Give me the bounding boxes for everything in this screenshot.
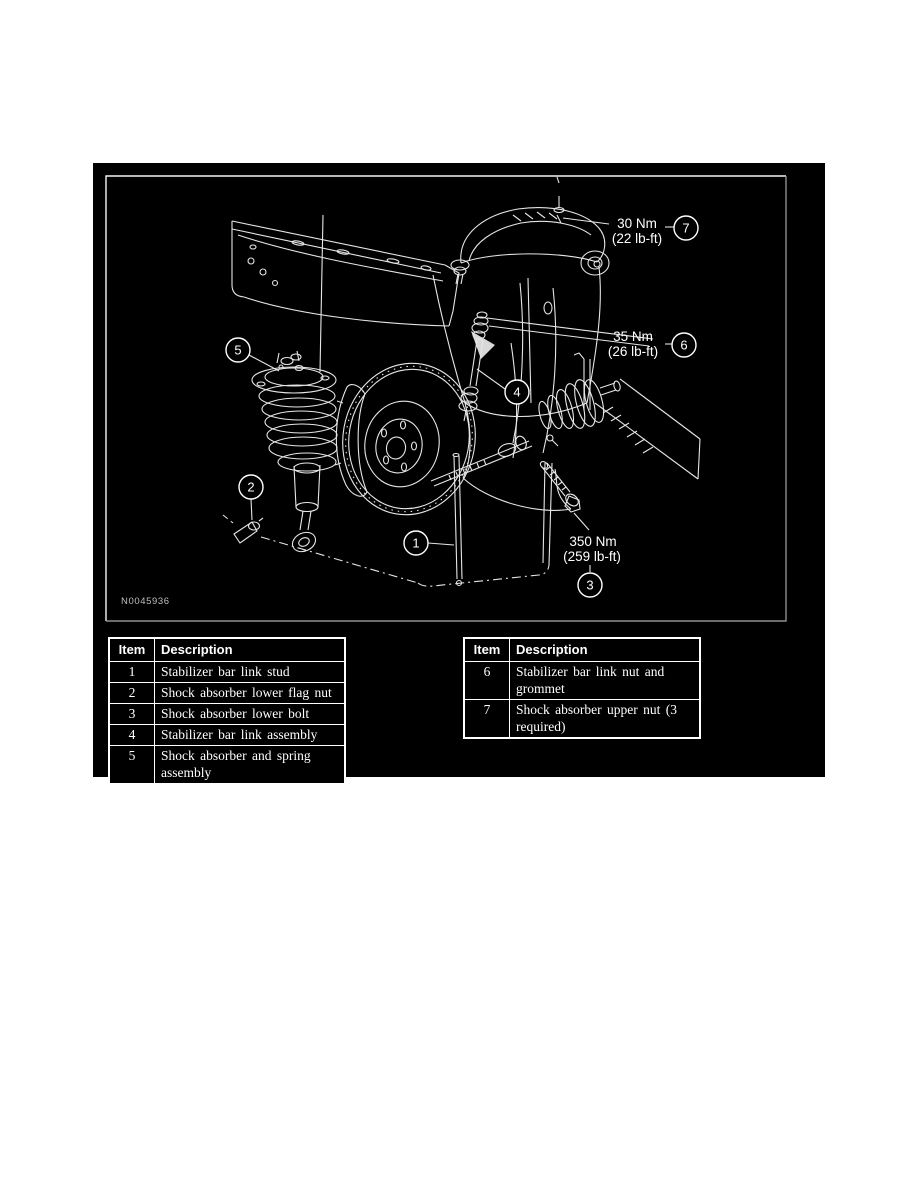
callout-3: [578, 573, 602, 597]
callout-5: [226, 338, 250, 362]
table-row: [109, 704, 345, 725]
item-number: 3: [109, 704, 155, 725]
callout-2: [239, 475, 263, 499]
header-description: Description: [155, 638, 346, 662]
callout-2-number: 2: [247, 479, 255, 495]
callout-1-number: 1: [412, 535, 420, 551]
table-header-row: [109, 638, 345, 662]
item-number: 6: [464, 662, 510, 700]
torque-lower-bolt-lbft: (259 lb-ft): [563, 549, 621, 564]
suspension-figure-panel: [93, 163, 825, 780]
brake-rotor: [331, 353, 487, 526]
item-number: 4: [109, 725, 155, 746]
item-number: 5: [109, 746, 155, 785]
table-row: [464, 700, 700, 739]
shock-and-spring-assembly: [252, 351, 337, 555]
table-row: [109, 662, 345, 683]
drawing-border-darkbottom: [106, 176, 786, 621]
header-item: Item: [464, 638, 510, 662]
callout-1: [404, 531, 428, 555]
callout-5-number: 5: [234, 342, 242, 358]
table-row: [109, 683, 345, 704]
item-description: Shock absorber lower bolt: [155, 704, 346, 725]
callout-7-number: 7: [682, 220, 690, 236]
lower-shock-bolt: [539, 435, 589, 530]
table-header-row: [464, 638, 700, 662]
callout-4-number: 4: [513, 384, 521, 400]
callout-6: [672, 333, 696, 357]
flag-nut: [223, 515, 263, 543]
drawing-border-lighttop: [106, 176, 786, 621]
header-description: Description: [510, 638, 701, 662]
callout-3-number: 3: [586, 577, 594, 593]
item-description: Stabilizer bar link assembly: [155, 725, 346, 746]
callout-4: [505, 380, 529, 404]
torque-lower-bolt-nm: 350 Nm: [569, 534, 617, 549]
upper-mount-stud: [554, 177, 609, 224]
table-row: [109, 746, 345, 785]
subframe-rail: [232, 215, 459, 372]
torque-link-nut-nm: 35 Nm: [613, 329, 653, 344]
item-description: Shock absorber upper nut (3 required): [510, 700, 701, 739]
figure-id-label: N0045936: [121, 596, 170, 607]
item-description: Shock absorber and spring assembly: [155, 746, 346, 785]
item-description: Stabilizer bar link stud: [155, 662, 346, 683]
lower-frame-outline: [261, 463, 552, 586]
torque-upper-nut-nm: 30 Nm: [617, 216, 657, 231]
item-number: 2: [109, 683, 155, 704]
item-number: 7: [464, 700, 510, 739]
torque-link-nut-lbft: (26 lb-ft): [607, 344, 659, 359]
table-row: [109, 725, 345, 746]
callout-7: [674, 216, 698, 240]
parts-table-items-6-7: [463, 637, 701, 739]
item-number: 1: [109, 662, 155, 683]
header-item: Item: [109, 638, 155, 662]
item-description: Stabilizer bar link nut and grommet: [510, 662, 701, 700]
callout-6-number: 6: [680, 337, 688, 353]
torque-labels: [563, 216, 662, 564]
parts-table-items-1-5: [108, 637, 346, 785]
item-description: Shock absorber lower flag nut: [155, 683, 346, 704]
table-row: [464, 662, 700, 700]
torque-upper-nut-lbft: (22 lb-ft): [611, 231, 663, 246]
